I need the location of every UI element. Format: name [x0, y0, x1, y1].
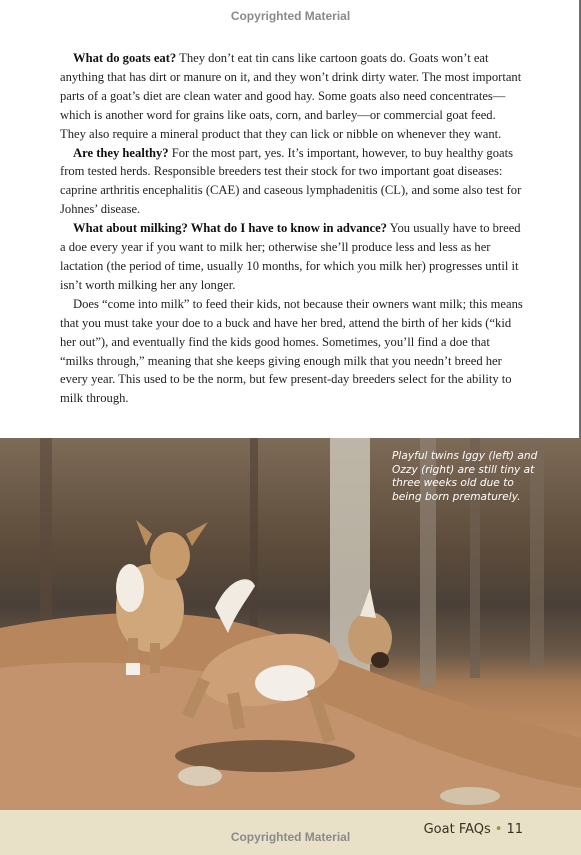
answer-text: You usually have to breed a doe every year if you want to milk her; otherwise she’ll produce less and less as her lactation (the period of time, usually 10 months, for which you milk her) progresses until it isn’t worth milking her any longer.: [60, 221, 521, 292]
answer-text: Does “come into milk” to feed their kids, not because their owners want milk; this means that you must take your doe to a buck and have her bred, attend the birth of her kids (“kid her out”), and eventually find the kids good homes. Sometimes, you’ll find a doe that “milks through,” meaning that she keeps giving enough milk that you needn’t breed her every year. This used to be the norm, but few present-day breeders select for the ability to milk through.: [60, 296, 523, 406]
copyright-footer: Copyrighted Material: [230, 830, 351, 844]
page-number: 11: [506, 822, 523, 837]
paragraph: [60, 144, 523, 220]
copyright-header: Copyrighted Material: [230, 9, 351, 23]
paragraph: [60, 295, 523, 408]
paragraph: [60, 49, 523, 144]
page-footer: [0, 810, 581, 855]
question-heading: Are they healthy?: [73, 145, 169, 160]
body-text: [60, 49, 523, 408]
answer-text: They don’t eat tin cans like cartoon goats do. Goats won’t eat anything that has dirt or manure on it, and they won’t drink dirty water. The most important parts of a goat’s diet are clean water and good hay. Some goats also need concentrates—which is another word for grains like oats, corn, and barley—or commercial goat feed. They also require a mineral product that they can lick or nibble on whenever they want.: [60, 51, 522, 141]
bullet-icon: •: [494, 822, 503, 837]
section-title: Goat FAQs: [423, 822, 491, 837]
photo-caption: Playful twins Iggy (left) and Ozzy (right) are still tiny at three weeks old due to being born prematurely.: [392, 450, 538, 503]
goat-kids-photo: [0, 438, 581, 810]
page-folio: [424, 822, 523, 837]
answer-text: For the most part, yes. It’s important, however, to buy healthy goats from tested herds. Responsible breeders test their stock for two important goat diseases: caprine arthritis encephalitis (CAE) and caseous lymphadenitis (CL), and some also test for Johnes’ disease.: [60, 145, 522, 217]
question-heading: What about milking? What do I have to know in advance?: [73, 221, 387, 236]
paragraph: [60, 219, 523, 295]
question-heading: What do goats eat?: [73, 51, 177, 65]
